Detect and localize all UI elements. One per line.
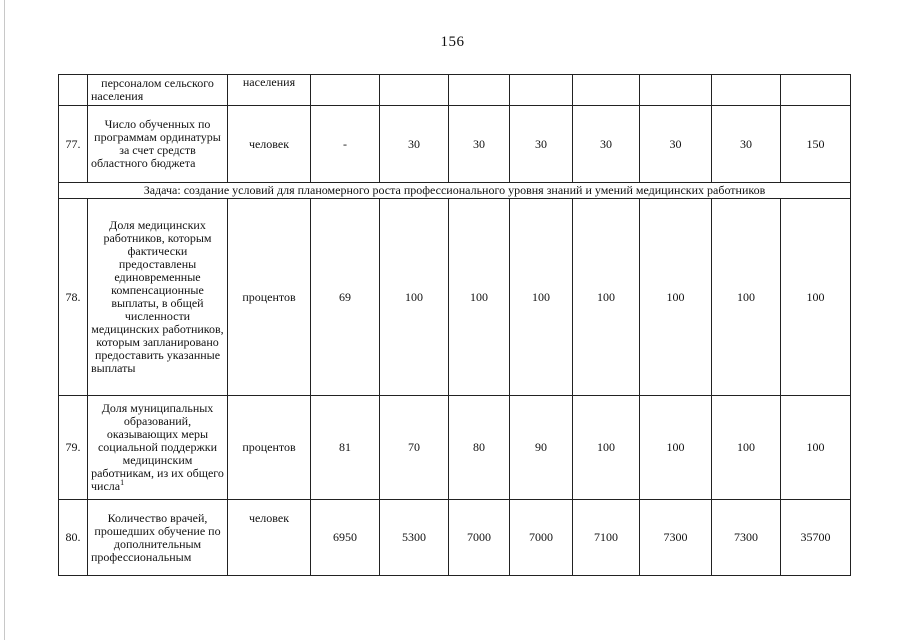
cell-value: 5300 bbox=[380, 500, 449, 576]
cell-value bbox=[449, 75, 510, 106]
cell-value: 30 bbox=[573, 106, 640, 183]
cell-value: 35700 bbox=[781, 500, 851, 576]
cell-value: 7000 bbox=[449, 500, 510, 576]
cell-value bbox=[640, 75, 712, 106]
cell-value: 81 bbox=[311, 396, 380, 500]
cell-value: 7000 bbox=[510, 500, 573, 576]
cell-value: 30 bbox=[449, 106, 510, 183]
left-margin-rule bbox=[4, 0, 5, 640]
cell-value: 80 bbox=[449, 396, 510, 500]
cell-value bbox=[510, 75, 573, 106]
cell-value: 100 bbox=[573, 199, 640, 396]
cell-value: 7100 bbox=[573, 500, 640, 576]
cell-value: 100 bbox=[781, 396, 851, 500]
cell-value: 100 bbox=[640, 396, 712, 500]
cell-value: 100 bbox=[640, 199, 712, 396]
cell-value: 100 bbox=[712, 396, 781, 500]
cell-value: 100 bbox=[449, 199, 510, 396]
cell-num bbox=[59, 75, 88, 106]
cell-indicator-name: Число обученных по программам ординатуры за счет средств областного бюджета bbox=[88, 106, 228, 183]
footnote-marker: 1 bbox=[120, 478, 125, 487]
cell-value: 30 bbox=[380, 106, 449, 183]
cell-value bbox=[712, 75, 781, 106]
cell-indicator-name: Количество врачей, прошедших обучение по дополнительным профессиональным bbox=[88, 500, 228, 576]
cell-num: 80. bbox=[59, 500, 88, 576]
cell-num: 78. bbox=[59, 199, 88, 396]
cell-value bbox=[380, 75, 449, 106]
cell-indicator-name: персоналом сельского населения bbox=[88, 75, 228, 106]
cell-value: 70 bbox=[380, 396, 449, 500]
table-row-80 bbox=[59, 500, 851, 576]
cell-value: 100 bbox=[712, 199, 781, 396]
cell-value bbox=[573, 75, 640, 106]
cell-unit: процентов bbox=[228, 396, 311, 500]
cell-value: 30 bbox=[712, 106, 781, 183]
cell-value: 30 bbox=[510, 106, 573, 183]
cell-value bbox=[311, 75, 380, 106]
cell-indicator-name bbox=[88, 396, 228, 500]
cell-value: 100 bbox=[573, 396, 640, 500]
cell-value: 7300 bbox=[712, 500, 781, 576]
cell-value: - bbox=[311, 106, 380, 183]
cell-value: 7300 bbox=[640, 500, 712, 576]
cell-value: 69 bbox=[311, 199, 380, 396]
cell-unit: процентов bbox=[228, 199, 311, 396]
cell-value: 100 bbox=[781, 199, 851, 396]
table-row-78 bbox=[59, 199, 851, 396]
cell-value: 100 bbox=[510, 199, 573, 396]
task-heading-row bbox=[59, 183, 851, 199]
cell-unit: населения bbox=[228, 75, 311, 106]
cell-value: 90 bbox=[510, 396, 573, 500]
cell-value: 150 bbox=[781, 106, 851, 183]
cell-value: 100 bbox=[380, 199, 449, 396]
page-number: 156 bbox=[440, 34, 465, 50]
cell-num: 79. bbox=[59, 396, 88, 500]
indicators-table bbox=[58, 74, 851, 576]
cell-value: 6950 bbox=[311, 500, 380, 576]
cell-unit: человек bbox=[228, 106, 311, 183]
table-row-79 bbox=[59, 396, 851, 500]
cell-value bbox=[781, 75, 851, 106]
cell-unit: человек bbox=[228, 500, 311, 576]
indicator-name-text: Доля муниципальных образований, оказывающих меры социальной поддержки медицинским работникам, из их общего числа bbox=[91, 401, 224, 493]
table-row-77 bbox=[59, 106, 851, 183]
table-row-continued bbox=[59, 75, 851, 106]
task-heading: Задача: создание условий для планомерного роста профессионального уровня знаний и умений медицинских работников bbox=[59, 183, 851, 199]
cell-value: 30 bbox=[640, 106, 712, 183]
cell-indicator-name: Доля медицинских работников, которым фактически предоставлены единовременные компенсационные выплаты, в общей численности медицинских работников, которым запланировано предоставить указанные выплаты bbox=[88, 199, 228, 396]
cell-num: 77. bbox=[59, 106, 88, 183]
